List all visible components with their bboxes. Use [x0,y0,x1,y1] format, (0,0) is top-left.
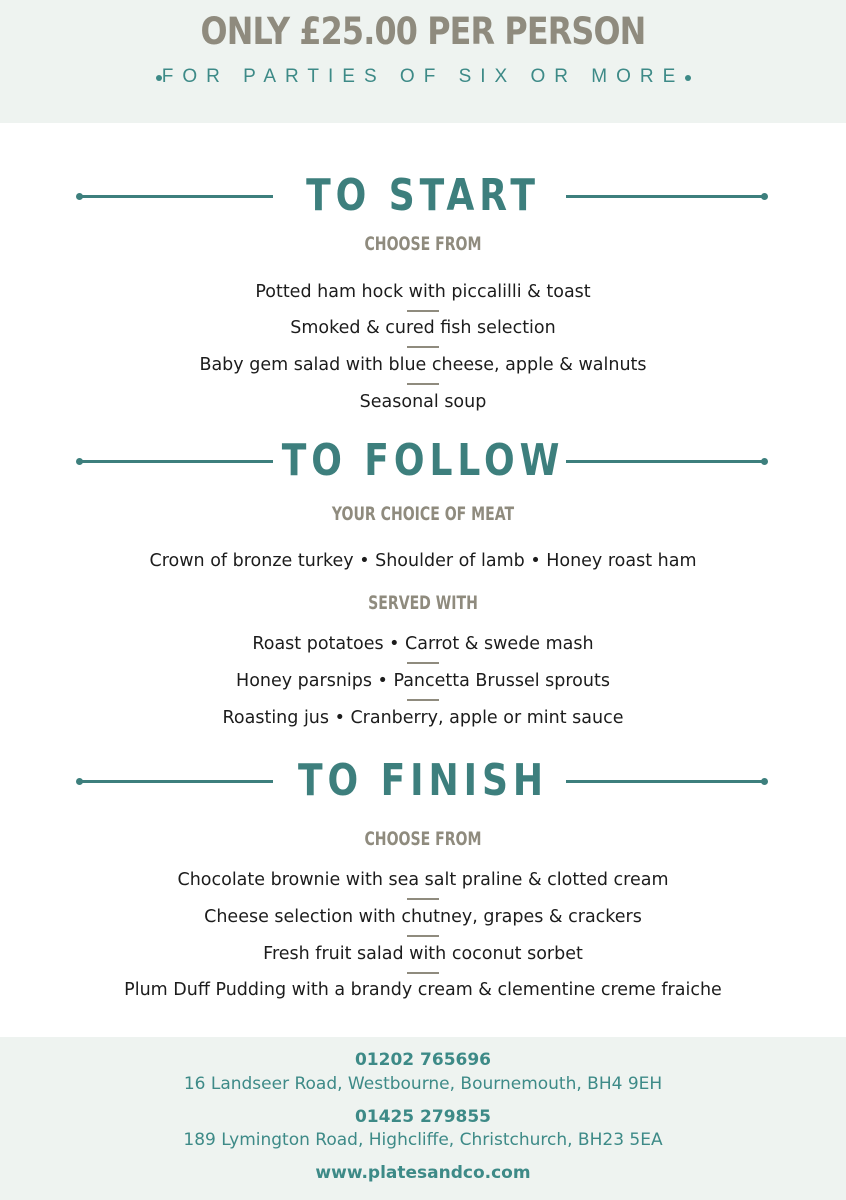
item-separator [407,662,439,664]
footer-contact [0,1037,846,1200]
item-separator [407,699,439,701]
choose-from-label: CHOOSE FROM [364,828,482,850]
menu-item: Baby gem salad with blue cheese, apple & walnuts [199,355,647,375]
meat-choice-label: YOUR CHOICE OF MEAT [331,503,515,525]
menu-item: Cheese selection with chutney, grapes & crackers [204,907,642,927]
address-highcliffe: 189 Lymington Road, Highcliffe, Christchurch, BH23 5EA [183,1130,663,1150]
website-link[interactable]: www.platesandco.com [315,1163,531,1183]
section-heading-start [0,166,846,226]
party-size-subtitle: FOR PARTIES OF SIX OR MORE [161,66,685,87]
menu-item: Fresh fruit salad with coconut sorbet [263,944,583,964]
item-separator [407,972,439,974]
side-item: Honey parsnips • Pancetta Brussel sprouts [236,671,610,691]
section-heading-finish [0,751,846,811]
header-band [0,0,846,123]
side-item: Roasting jus • Cranberry, apple or mint sauce [222,708,624,728]
item-separator [407,383,439,385]
served-with-label: SERVED WITH [368,592,478,614]
meat-options: Crown of bronze turkey • Shoulder of lamb • Honey roast ham [149,551,697,571]
address-westbourne: 16 Landseer Road, Westbourne, Bournemouth, BH4 9EH [183,1074,663,1094]
menu-item: Smoked & cured fish selection [290,318,556,338]
section-heading-follow [0,431,846,491]
item-separator [407,310,439,312]
section-title: TO FINISH [298,755,548,806]
bullet-dot-icon [685,75,691,81]
item-separator [407,935,439,937]
item-separator [407,346,439,348]
section-title: TO FOLLOW [281,435,565,486]
menu-item: Chocolate brownie with sea salt praline & clotted cream [177,870,669,890]
phone-number-highcliffe[interactable]: 01425 279855 [354,1107,492,1127]
choose-from-label: CHOOSE FROM [364,233,482,255]
phone-number-westbourne[interactable]: 01202 765696 [354,1050,492,1070]
decorative-rule-right [566,460,766,463]
item-separator [407,898,439,900]
decorative-rule-right [566,195,766,198]
menu-item: Seasonal soup [359,392,487,412]
menu-item: Potted ham hock with piccalilli & toast [255,282,591,302]
menu-item: Plum Duff Pudding with a brandy cream & clementine creme fraiche [124,980,722,1000]
price-title: ONLY £25.00 PER PERSON [200,10,646,53]
decorative-rule-right [566,780,766,783]
side-item: Roast potatoes • Carrot & swede mash [252,634,594,654]
section-title: TO START [306,170,540,221]
